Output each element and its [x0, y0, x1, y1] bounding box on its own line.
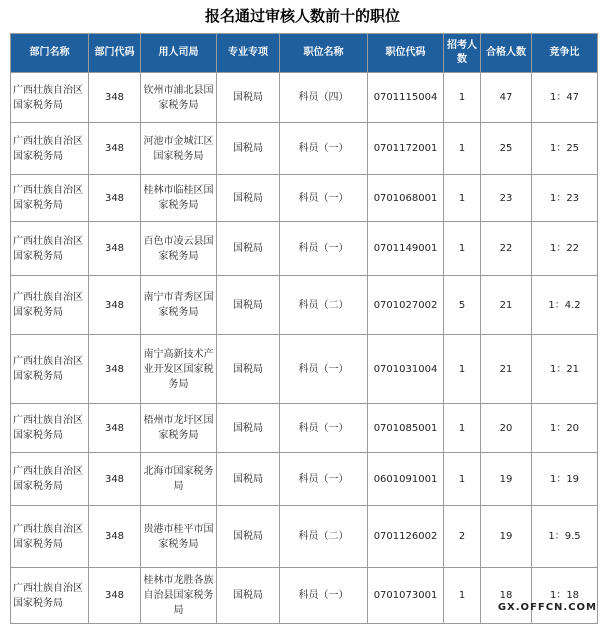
cell-code: 348	[89, 73, 141, 123]
site-watermark: GX.OFFCN.COM	[497, 602, 597, 613]
cell-code: 348	[89, 568, 141, 624]
cell-position-code: 0701115004	[368, 73, 444, 123]
cell-bureau: 梧州市龙圩区国家税务局	[141, 404, 217, 453]
header-ratio: 竞争比	[532, 34, 598, 73]
cell-qualified: 18	[481, 568, 532, 624]
cell-code: 348	[89, 453, 141, 506]
header-dept-code: 部门代码	[89, 34, 141, 73]
cell-dept: 广西壮族自治区国家税务局	[11, 506, 89, 568]
cell-bureau: 钦州市浦北县国家税务局	[141, 73, 217, 123]
table-row	[11, 506, 598, 568]
table-row	[11, 453, 598, 506]
cell-code: 348	[89, 222, 141, 276]
page-title: 报名通过审核人数前十的职位	[204, 7, 400, 25]
cell-position-code: 0701149001	[368, 222, 444, 276]
cell-ratio: 1：9.5	[532, 506, 598, 568]
cell-position-code: 0701073001	[368, 568, 444, 624]
cell-bureau: 南宁市青秀区国家税务局	[141, 276, 217, 335]
cell-qualified: 21	[481, 335, 532, 404]
cell-special: 国税局	[217, 568, 280, 624]
cell-recruit: 1	[444, 73, 481, 123]
cell-ratio: 1：20	[532, 404, 598, 453]
cell-recruit: 1	[444, 404, 481, 453]
cell-position: 科员（一）	[280, 222, 368, 276]
cell-special: 国税局	[217, 175, 280, 222]
cell-position-code: 0701172001	[368, 123, 444, 175]
cell-code: 348	[89, 506, 141, 568]
header-recruit: 招考人数	[444, 34, 481, 73]
cell-bureau: 河池市金城江区国家税务局	[141, 123, 217, 175]
cell-qualified: 20	[481, 404, 532, 453]
table-row	[11, 404, 598, 453]
cell-position: 科员（一）	[280, 123, 368, 175]
cell-ratio: 1：22	[532, 222, 598, 276]
cell-recruit: 1	[444, 568, 481, 624]
cell-qualified: 21	[481, 276, 532, 335]
cell-bureau: 北海市国家税务局	[141, 453, 217, 506]
cell-recruit: 1	[444, 453, 481, 506]
table-row	[11, 123, 598, 175]
table-row	[11, 222, 598, 276]
cell-position: 科员（一）	[280, 568, 368, 624]
cell-dept: 广西壮族自治区国家税务局	[11, 175, 89, 222]
cell-special: 国税局	[217, 404, 280, 453]
cell-ratio: 1：4.2	[532, 276, 598, 335]
cell-position-code: 0701031004	[368, 335, 444, 404]
cell-code: 348	[89, 276, 141, 335]
table-row	[11, 335, 598, 404]
cell-dept: 广西壮族自治区国家税务局	[11, 123, 89, 175]
cell-ratio: 1：18	[532, 568, 598, 624]
cell-dept: 广西壮族自治区国家税务局	[11, 453, 89, 506]
cell-qualified: 25	[481, 123, 532, 175]
cell-ratio: 1：21	[532, 335, 598, 404]
table-row	[11, 175, 598, 222]
cell-special: 国税局	[217, 222, 280, 276]
header-special: 专业专项	[217, 34, 280, 73]
cell-dept: 广西壮族自治区国家税务局	[11, 404, 89, 453]
cell-dept: 广西壮族自治区国家税务局	[11, 222, 89, 276]
cell-ratio: 1：25	[532, 123, 598, 175]
cell-code: 348	[89, 175, 141, 222]
cell-position: 科员（二）	[280, 506, 368, 568]
cell-recruit: 1	[444, 175, 481, 222]
cell-ratio: 1：23	[532, 175, 598, 222]
cell-code: 348	[89, 404, 141, 453]
cell-position: 科员（一）	[280, 175, 368, 222]
cell-position: 科员（四）	[280, 73, 368, 123]
positions-table	[10, 33, 598, 624]
cell-bureau: 贵港市桂平市国家税务局	[141, 506, 217, 568]
cell-position: 科员（一）	[280, 335, 368, 404]
cell-position-code: 0701027002	[368, 276, 444, 335]
cell-special: 国税局	[217, 73, 280, 123]
cell-position-code: 0701126002	[368, 506, 444, 568]
cell-position-code: 0701068001	[368, 175, 444, 222]
cell-recruit: 1	[444, 335, 481, 404]
cell-code: 348	[89, 335, 141, 404]
cell-qualified: 47	[481, 73, 532, 123]
table-row	[11, 276, 598, 335]
table-row	[11, 73, 598, 123]
cell-special: 国税局	[217, 276, 280, 335]
cell-special: 国税局	[217, 506, 280, 568]
cell-dept: 广西壮族自治区国家税务局	[11, 335, 89, 404]
cell-code: 348	[89, 123, 141, 175]
cell-bureau: 桂林市龙胜各族自治县国家税务局	[141, 568, 217, 624]
cell-qualified: 19	[481, 506, 532, 568]
cell-qualified: 19	[481, 453, 532, 506]
cell-position-code: 0701085001	[368, 404, 444, 453]
cell-special: 国税局	[217, 335, 280, 404]
cell-dept: 广西壮族自治区国家税务局	[11, 276, 89, 335]
cell-recruit: 5	[444, 276, 481, 335]
cell-recruit: 1	[444, 123, 481, 175]
cell-special: 国税局	[217, 123, 280, 175]
cell-recruit: 1	[444, 222, 481, 276]
cell-ratio: 1：19	[532, 453, 598, 506]
header-position: 职位名称	[280, 34, 368, 73]
cell-position-code: 0601091001	[368, 453, 444, 506]
cell-recruit: 2	[444, 506, 481, 568]
cell-qualified: 23	[481, 175, 532, 222]
cell-qualified: 22	[481, 222, 532, 276]
cell-position: 科员（一）	[280, 453, 368, 506]
cell-bureau: 南宁高新技术产业开发区国家税务局	[141, 335, 217, 404]
cell-dept: 广西壮族自治区国家税务局	[11, 73, 89, 123]
cell-bureau: 百色市凌云县国家税务局	[141, 222, 217, 276]
cell-position: 科员（一）	[280, 404, 368, 453]
header-bureau: 用人司局	[141, 34, 217, 73]
cell-bureau: 桂林市临桂区国家税务局	[141, 175, 217, 222]
header-qualified: 合格人数	[481, 34, 532, 73]
table-row	[11, 568, 598, 624]
cell-special: 国税局	[217, 453, 280, 506]
cell-position: 科员（二）	[280, 276, 368, 335]
header-dept: 部门名称	[11, 34, 89, 73]
cell-dept: 广西壮族自治区国家税务局	[11, 568, 89, 624]
table-header-row	[11, 34, 598, 73]
cell-ratio: 1：47	[532, 73, 598, 123]
header-position-code: 职位代码	[368, 34, 444, 73]
